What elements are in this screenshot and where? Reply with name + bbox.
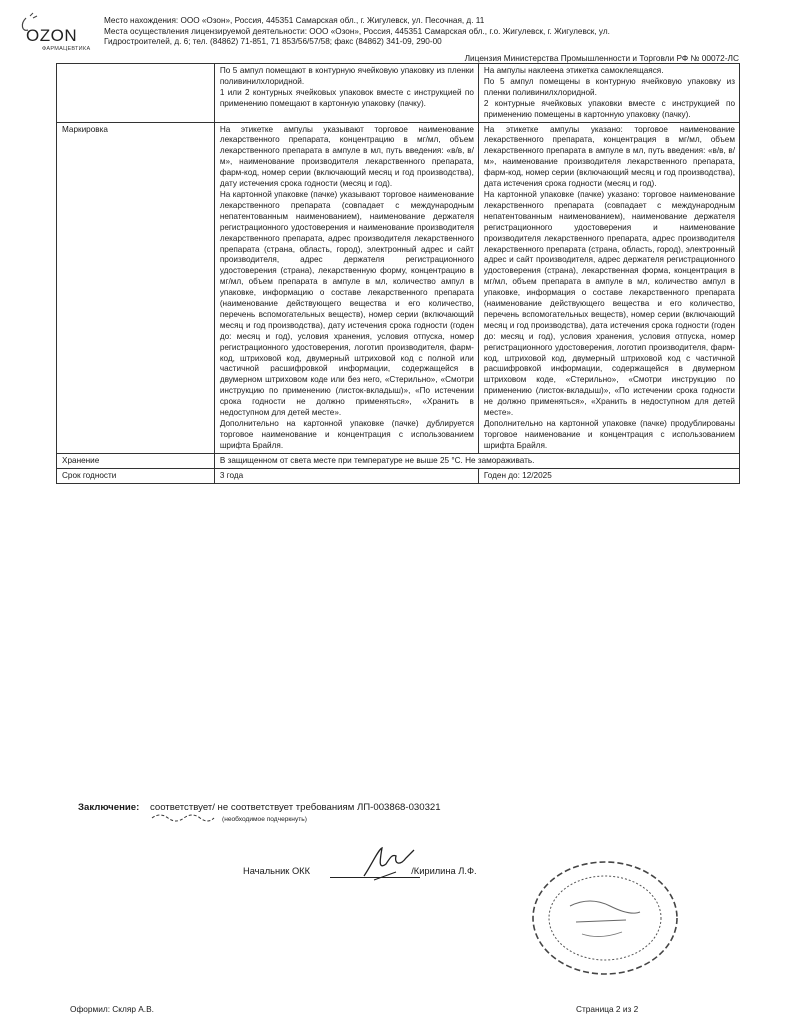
result-cell [478,122,739,453]
company-header [104,16,744,48]
spec-table [56,63,740,484]
logo-tagline: ФАРМАЦЕВТИКА [42,46,91,52]
handwritten-signature [356,844,426,884]
ozon-logo [16,10,96,56]
table-row [57,64,740,123]
page-number: Страница 2 из 2 [576,1004,639,1014]
table-row [57,453,740,468]
round-stamp [510,846,680,976]
result-paragraph: Дополнительно на картонной упаковке (пачке) продублированы торговое наименование и концентрация с использованием шрифта Брайля. [483,419,735,450]
conclusion-label: Заключение: [78,802,140,813]
conclusion-note: (необходимое подчеркнуть) [222,816,307,823]
result-paragraph: На ампулы наклеена этикетка самоклеящаяся. [483,66,664,75]
spec-paragraph: Дополнительно на картонной упаковке (пачке) дублируется торговое наименование и концентрация с использованием шрифта Брайля. [219,419,474,450]
spec-paragraph: По 5 ампул помещают в контурную ячейковую упаковку из пленки поливинилхлоридной. [219,66,474,86]
spec-cell [214,64,478,123]
signatory-title: Начальник ОКК [243,866,311,876]
table-row [57,468,740,483]
license-line: Лицензия Министерства Промышленности и Торговли РФ № 00072-ЛС [464,53,739,63]
conclusion [78,802,441,813]
logo-brand: OZON [26,26,78,45]
result-paragraph: 2 контурные ячейковых упаковки вместе с инструкцией по применению помещены в картонную упаковку (пачку). [483,98,735,119]
shelf-life-result: Годен до: 12/2025 [478,468,739,483]
spec-cell [214,122,478,453]
signatory-name: /Кирилина Л.Ф. [411,866,477,876]
table-row [57,122,740,453]
header-line-1: Место нахождения: ООО «Озон», Россия, 445351 Самарская обл., г. Жигулевск, ул. Песочная, д. 11 [104,16,485,25]
row-label-marking: Маркировка [57,122,215,453]
underline-mark [150,810,216,824]
spec-paragraph: На картонной упаковке (пачке) указывают торговое наименование лекарственного препарата (совпадает с международным непатентованным наименованием), наименование держателя регистрационного удостоверения и наименование производителя лекарственного препарата, адрес производителя лекарственного препарата (страна, область, город), электронный адрес и сайт производителя, адрес держателя регистрационного удостоверения (страна), лекарственную форму, концентрацию в мг/мл, объем препарата в ампуле в мл, количество ампул в упаковке, информацию о составе лекарственного препарата (наименование действующего вещества и его количество, перечень вспомогательных веществ), номер серии (включающий месяц и год производства), дату истечения срока годности (годен до: месяц и год), условия хранения, условия отпуска, номер регистрационного удостоверения, логотип производителя, фарм-код, штриховой код, двумерный штриховой код с полной или частичной расшифровкой информации, содержащейся в двумерном штриховом коде или без него, «Стерильно», «Смотри инструкцию по применению (листок-вкладыш)», «По истечении срока годности не должно применяться», «Хранить в недоступном для детей месте». [219,189,474,418]
prepared-by: Оформил: Скляр А.В. [70,1004,154,1014]
header-line-3: Гидростроителей, д. 6; тел. (84862) 71-851, 71 853/56/57/58; факс (84862) 341-09, 290-00 [104,37,442,47]
row-label-shelf-life: Срок годности [57,468,215,483]
spec-paragraph: 1 или 2 контурных ячейковых упаковок вместе с инструкцией по применению помещают в картонную упаковку (пачку). [219,87,474,108]
result-paragraph: На этикетке ампулы указано: торговое наименование лекарственного препарата, концентрация в мг/мл, объем лекарственного препарата в ампуле в мл, путь введения: «в/в, в/м», наименование производителя лекарственного препарата, фарм-код, номер серии (включающий месяц и год производства), дата истечения срока годности (месяц и год). [483,124,735,189]
storage-cell: В защищенном от света месте при температуре не выше 25 °С. Не замораживать. [214,453,739,468]
result-cell [478,64,739,123]
spec-paragraph: На этикетке ампулы указывают торговое наименование лекарственного препарата, концентрацию в мг/мл, объем лекарственного препарата в ампуле в мл, путь введения: «в/в, в/м», наименование производителя лекарственного препарата, фарм-код, номер серии (включающий месяц и год производства), дату истечения срока годности (месяц и год). [219,124,474,189]
row-label [57,64,215,123]
row-label-storage: Хранение [57,453,215,468]
shelf-life-spec: 3 года [214,468,478,483]
result-paragraph: По 5 ампул помещены в контурную ячейковую упаковку из пленки поливинилхлоридной. [483,76,735,97]
result-paragraph: На картонной упаковке (пачке) указано: торговое наименование лекарственного препарата (совпадает с международным непатентованным наименованием), наименование держателя регистрационного удостоверения и наименование производителя лекарственного препарата, адрес производителя лекарственного препарата (страна, область, город), электронный адрес и сайт производителя, адрес держателя регистрационного удостоверения (страна), лекарственная форма, концентрация в мг/мл, объем препарата в ампуле в мл, количество ампул в упаковке, информация о составе лекарственного препарата (наименование действующего вещества и его количество, перечень вспомогательных веществ), номер серии (включающий месяц и год производства), дата истечения срока годности (годен до: месяц и год), условия хранения, условия отпуска, номер регистрационного удостоверения, логотип производителя, фарм-код, штриховой код, двумерный штриховой код с частичной расшифровкой информации, содержащейся в двумерном штриховом коде, «Стерильно», «Смотри инструкцию по применению (листок-вкладыш)», «По истечении срока годности не должно применяться», «Хранить в недоступном для детей месте». [483,189,735,418]
conclusion-text: соответствует/ не соответствует требованиям ЛП-003868-030321 [150,802,441,813]
header-line-2: Места осуществления лицензируемой деятельности: ООО «Озон», Россия, 445351 Самарская обл., г.о. Жигулевск, г. Жигулевск, ул. [104,26,610,36]
